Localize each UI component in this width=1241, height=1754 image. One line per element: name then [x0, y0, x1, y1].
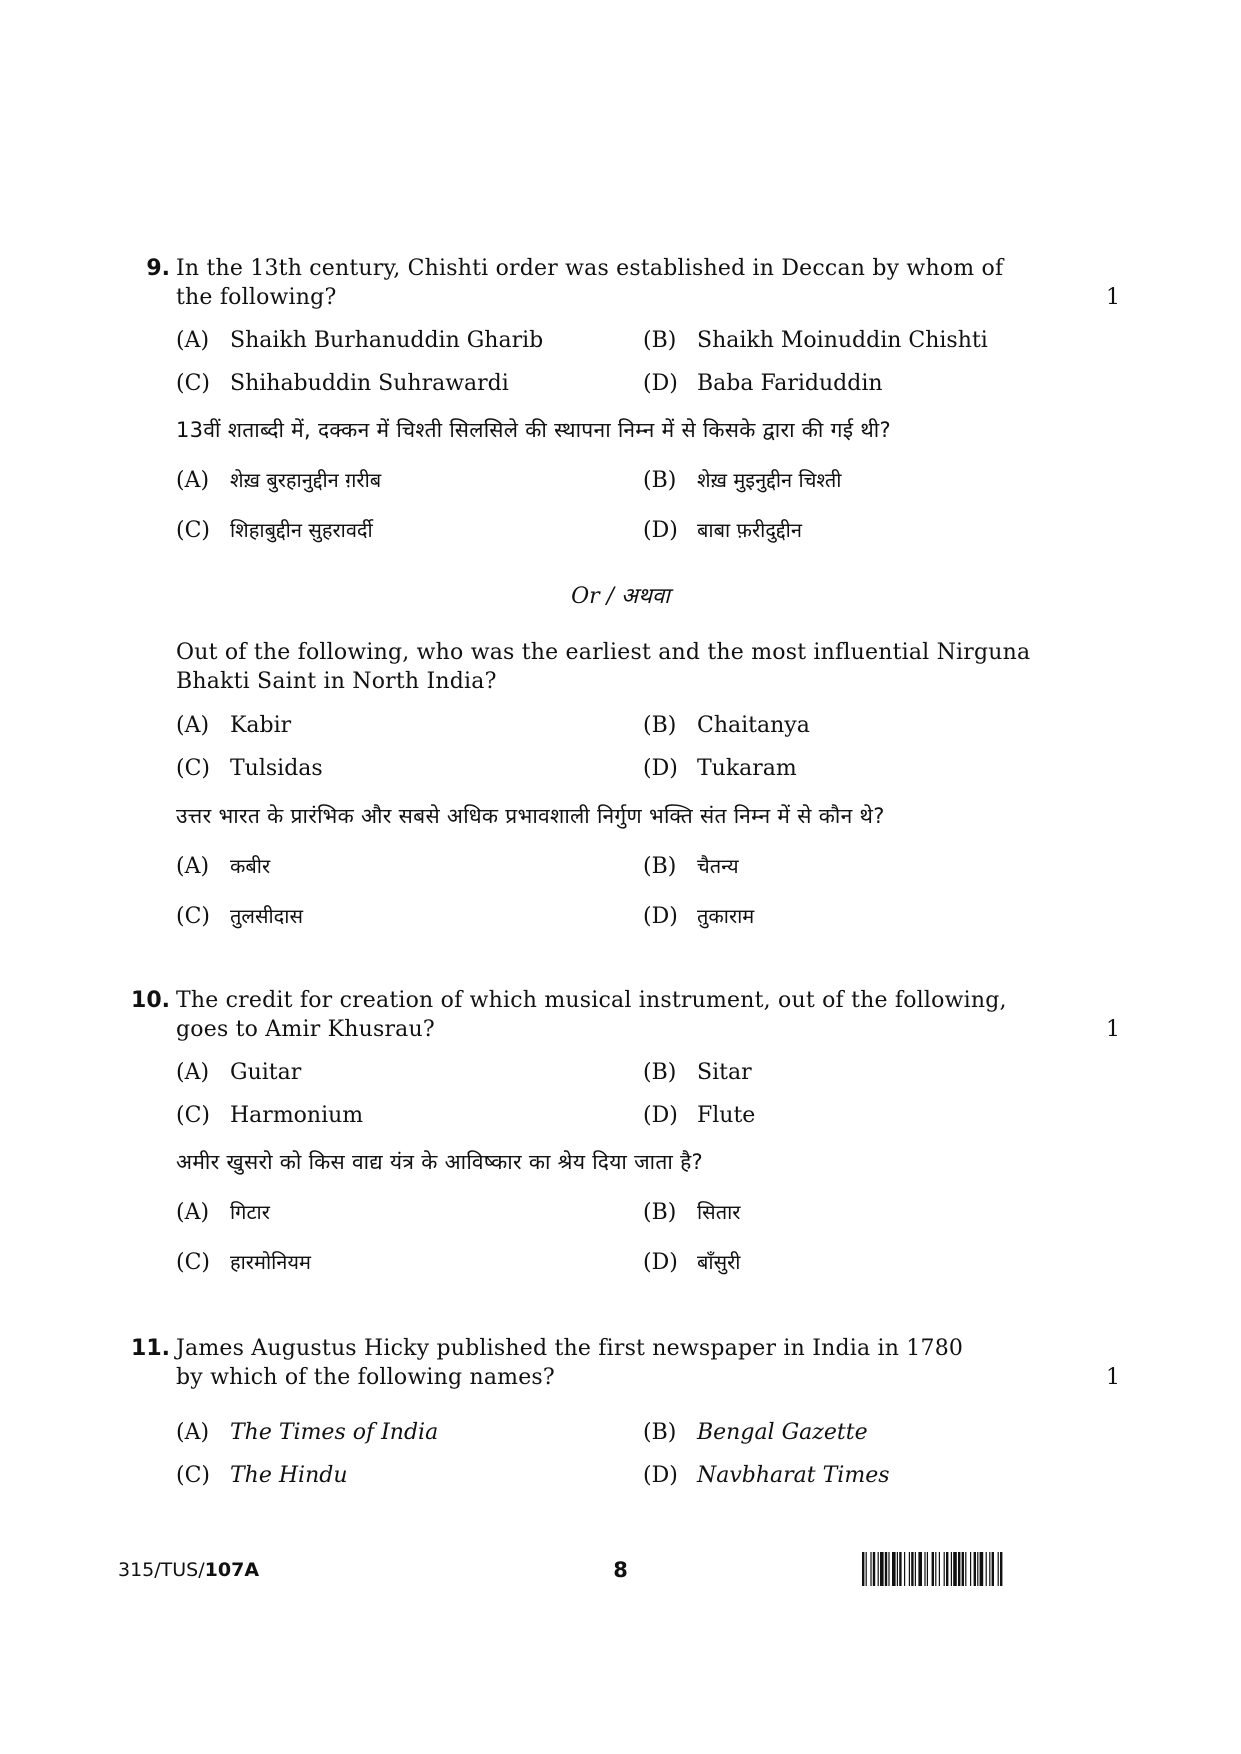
option-text: Chaitanya — [697, 713, 810, 738]
question-number: 10. — [131, 988, 170, 1013]
option-label: (A) — [176, 1060, 210, 1085]
option-text: बाँसुरी — [697, 1250, 741, 1274]
question-text-line: In the 13th century, Chishti order was established in Deccan by whom of — [176, 256, 1004, 281]
option-label: (A) — [176, 468, 210, 493]
option-d — [643, 1461, 890, 1490]
barcode-bar — [888, 1552, 889, 1586]
option-label: (D) — [643, 756, 678, 781]
barcode-bar — [909, 1552, 910, 1586]
option-d — [643, 369, 883, 398]
option-label: (D) — [643, 1463, 678, 1488]
option-b — [643, 326, 988, 355]
option-b-hindi — [643, 466, 841, 495]
option-a-hindi — [176, 466, 381, 495]
barcode-bar — [998, 1552, 999, 1586]
option-a-hindi — [176, 1198, 270, 1227]
option-label: (A) — [176, 328, 210, 353]
option-label: (D) — [643, 518, 678, 543]
barcode-bar — [962, 1552, 964, 1586]
option-text: Kabir — [230, 713, 292, 738]
option-text: शेख़ बुरहानुद्दीन ग़रीब — [230, 468, 382, 492]
barcode-bar — [951, 1552, 952, 1586]
option-text: Flute — [697, 1103, 756, 1128]
barcode-bar — [932, 1552, 934, 1586]
question-text-line: The credit for creation of which musical instrument, out of the following, — [176, 988, 1007, 1013]
barcode-bar — [866, 1552, 867, 1586]
option-text: The Hindu — [230, 1463, 348, 1488]
option-text: Navbharat Times — [697, 1463, 890, 1488]
option-label: (B) — [643, 1060, 677, 1085]
barcode-bar — [899, 1552, 901, 1586]
barcode-bar — [885, 1552, 887, 1586]
question-text-line: by which of the following names? — [176, 1365, 555, 1390]
option-text: Baba Fariduddin — [697, 371, 883, 396]
barcode-bar — [946, 1552, 948, 1586]
option-text: Tulsidas — [230, 756, 323, 781]
marks-label: 1 — [1106, 1017, 1120, 1042]
barcode-bar — [958, 1552, 960, 1586]
alt-option-c — [176, 754, 323, 783]
option-label: (D) — [643, 904, 678, 929]
marks-label: 1 — [1106, 1365, 1120, 1390]
option-c-hindi — [176, 516, 373, 545]
option-label: (C) — [176, 1463, 210, 1488]
barcode-bar — [970, 1552, 971, 1586]
alt-question-text-hindi: उत्तर भारत के प्रारंभिक और सबसे अधिक प्रभावशाली निर्गुण भक्ति संत निम्न में से कौन थे? — [176, 804, 885, 828]
barcode-bar — [1000, 1552, 1002, 1586]
barcode-bar — [980, 1552, 984, 1586]
option-label: (A) — [176, 854, 210, 879]
option-text: चैतन्य — [697, 854, 739, 878]
option-a — [176, 1418, 438, 1447]
alt-option-b-hindi — [643, 852, 739, 881]
barcode-bar — [953, 1552, 957, 1586]
barcode-bar — [965, 1552, 966, 1586]
barcode-bar — [935, 1552, 936, 1586]
option-text: कबीर — [230, 854, 271, 878]
barcode-bar — [911, 1552, 913, 1586]
option-label: (B) — [643, 1420, 677, 1445]
option-c — [176, 1461, 348, 1490]
option-label: (C) — [176, 518, 210, 543]
question-text-line: the following? — [176, 285, 337, 310]
barcode-bar — [977, 1552, 978, 1586]
option-d-hindi — [643, 1248, 740, 1277]
barcode-bar — [944, 1552, 945, 1586]
option-text: हारमोनियम — [230, 1250, 311, 1274]
option-text: Shihabuddin Suhrawardi — [230, 371, 509, 396]
option-c-hindi — [176, 1248, 311, 1277]
option-label: (A) — [176, 1420, 210, 1445]
option-label: (B) — [643, 328, 677, 353]
option-d-hindi — [643, 516, 802, 545]
question-text-hindi: अमीर खुसरो को किस वाद्य यंत्र के आविष्कार का श्रेय दिया जाता है? — [176, 1150, 703, 1174]
option-text: Tukaram — [697, 756, 797, 781]
option-text: तुलसीदास — [230, 904, 303, 928]
option-text: शेख़ मुइनुद्दीन चिश्ती — [697, 468, 842, 492]
or-separator: Or / अथवा — [571, 584, 670, 609]
option-text: सितार — [697, 1200, 741, 1224]
barcode-bar — [873, 1552, 875, 1586]
page-number: 8 — [613, 1558, 628, 1582]
option-a — [176, 326, 543, 355]
option-c — [176, 369, 509, 398]
option-label: (A) — [176, 1200, 210, 1225]
barcode-bar — [897, 1552, 898, 1586]
question-number: 11. — [131, 1336, 170, 1361]
option-text: Sitar — [697, 1060, 752, 1085]
option-b — [643, 1058, 752, 1087]
question-number: 9. — [146, 256, 170, 281]
option-text: बाबा फ़रीदुद्दीन — [697, 518, 802, 542]
marks-label: 1 — [1106, 285, 1120, 310]
paper-code-prefix: 315/TUS/ — [118, 1559, 205, 1581]
barcode-bar — [870, 1552, 871, 1586]
barcode-image — [862, 1552, 1120, 1586]
option-label: (D) — [643, 1250, 678, 1275]
option-b — [643, 1418, 868, 1447]
barcode-bar — [904, 1552, 905, 1586]
option-label: (B) — [643, 468, 677, 493]
barcode-bar — [927, 1552, 928, 1586]
option-label: (C) — [176, 904, 210, 929]
option-text: Bengal Gazette — [697, 1420, 868, 1445]
option-label: (C) — [176, 756, 210, 781]
option-label: (C) — [176, 1103, 210, 1128]
question-text-hindi: 13वीं शताब्दी में, दक्कन में चिश्ती सिलसिले की स्थापना निम्न में से किसके द्वारा की गई थी? — [176, 418, 891, 442]
barcode-bar — [862, 1552, 864, 1586]
option-text: गिटार — [230, 1200, 270, 1224]
alt-question-text-line: Out of the following, who was the earliest and the most influential Nirguna — [176, 640, 1031, 665]
alt-option-d — [643, 754, 797, 783]
barcode-bar — [989, 1552, 990, 1586]
barcode-bar — [924, 1552, 925, 1586]
barcode-bar — [992, 1552, 994, 1586]
alt-option-a — [176, 711, 291, 740]
option-label: (C) — [176, 371, 210, 396]
question-text-line: James Augustus Hicky published the first newspaper in India in 1780 — [176, 1336, 964, 1361]
option-label: (B) — [643, 1200, 677, 1225]
option-label: (C) — [176, 1250, 210, 1275]
option-text: Guitar — [230, 1060, 302, 1085]
option-text: शिहाबुद्दीन सुहरावर्दी — [230, 518, 373, 542]
alt-option-b — [643, 711, 810, 740]
option-text: Shaikh Moinuddin Chishti — [697, 328, 988, 353]
question-text-line: goes to Amir Khusrau? — [176, 1017, 435, 1042]
option-b-hindi — [643, 1198, 740, 1227]
barcode-bar — [918, 1552, 922, 1586]
option-label: (B) — [643, 854, 677, 879]
barcode-bar — [939, 1552, 940, 1586]
barcode-bar — [880, 1552, 884, 1586]
option-d — [643, 1101, 755, 1130]
barcode-bar — [915, 1552, 916, 1586]
option-label: (A) — [176, 713, 210, 738]
option-text: Shaikh Burhanuddin Gharib — [230, 328, 544, 353]
alt-question-text-line: Bhakti Saint in North India? — [176, 669, 497, 694]
option-text: The Times of India — [230, 1420, 439, 1445]
alt-option-a-hindi — [176, 852, 270, 881]
option-a — [176, 1058, 301, 1087]
barcode-bar — [878, 1552, 879, 1586]
alt-option-c-hindi — [176, 902, 303, 931]
option-c — [176, 1101, 363, 1130]
option-label: (D) — [643, 371, 678, 396]
barcode-bar — [986, 1552, 987, 1586]
option-text: तुकाराम — [697, 904, 755, 928]
alt-option-d-hindi — [643, 902, 754, 931]
option-label: (B) — [643, 713, 677, 738]
option-label: (D) — [643, 1103, 678, 1128]
option-text: Harmonium — [230, 1103, 364, 1128]
barcode-bar — [892, 1552, 896, 1586]
barcode-bar — [974, 1552, 976, 1586]
paper-code-suffix: 107A — [204, 1559, 260, 1581]
